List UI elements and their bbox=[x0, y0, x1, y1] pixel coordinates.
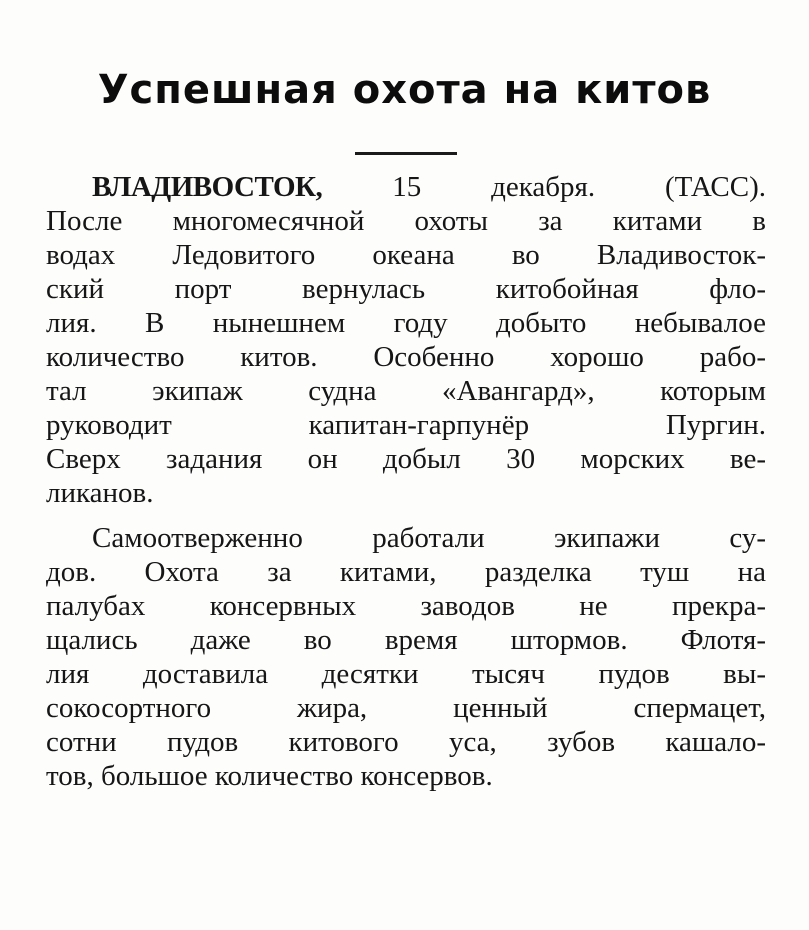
headline-divider bbox=[355, 152, 457, 155]
article-line: ликанов. bbox=[46, 477, 154, 509]
article-line: руководит капитан-гарпунёр Пургин. bbox=[46, 409, 766, 441]
article-body bbox=[46, 170, 766, 793]
article-line: сокосортного жира, ценный спермацет, bbox=[46, 692, 766, 724]
article-headline: Успешная охота на китов bbox=[97, 67, 712, 113]
article-line: Самоотверженно работали экипажи су- bbox=[92, 522, 766, 554]
article-line: ский порт вернулась китобойная фло- bbox=[46, 273, 766, 305]
article-line: тов, большое количество консервов. bbox=[46, 760, 493, 792]
article-line: лия. В нынешнем году добыто небывалое bbox=[46, 307, 766, 339]
article-line: водах Ледовитого океана во Владивосток- bbox=[46, 239, 766, 271]
article-line: количество китов. Особенно хорошо рабо- bbox=[46, 341, 766, 373]
dateline-date: 15 декабря. (ТАСС). bbox=[392, 171, 766, 203]
dateline: ВЛАДИВОСТОК, bbox=[92, 171, 323, 203]
article-line: дов. Охота за китами, разделка туш на bbox=[46, 556, 766, 588]
article-paragraph-1 bbox=[46, 170, 766, 510]
article-line: лия доставила десятки тысяч пудов вы- bbox=[46, 658, 766, 690]
article-paragraph-2 bbox=[46, 521, 766, 793]
article-line bbox=[46, 170, 766, 204]
article-line: щались даже во время штормов. Флотя- bbox=[46, 624, 766, 656]
article-line: палубах консервных заводов не прекра- bbox=[46, 590, 766, 622]
article-line: сотни пудов китового уса, зубов кашало- bbox=[46, 726, 766, 758]
article-line: тал экипаж судна «Авангард», которым bbox=[46, 375, 766, 407]
article-line: После многомесячной охоты за китами в bbox=[46, 205, 766, 237]
article-line: Сверх задания он добыл 30 морских ве- bbox=[46, 443, 766, 475]
